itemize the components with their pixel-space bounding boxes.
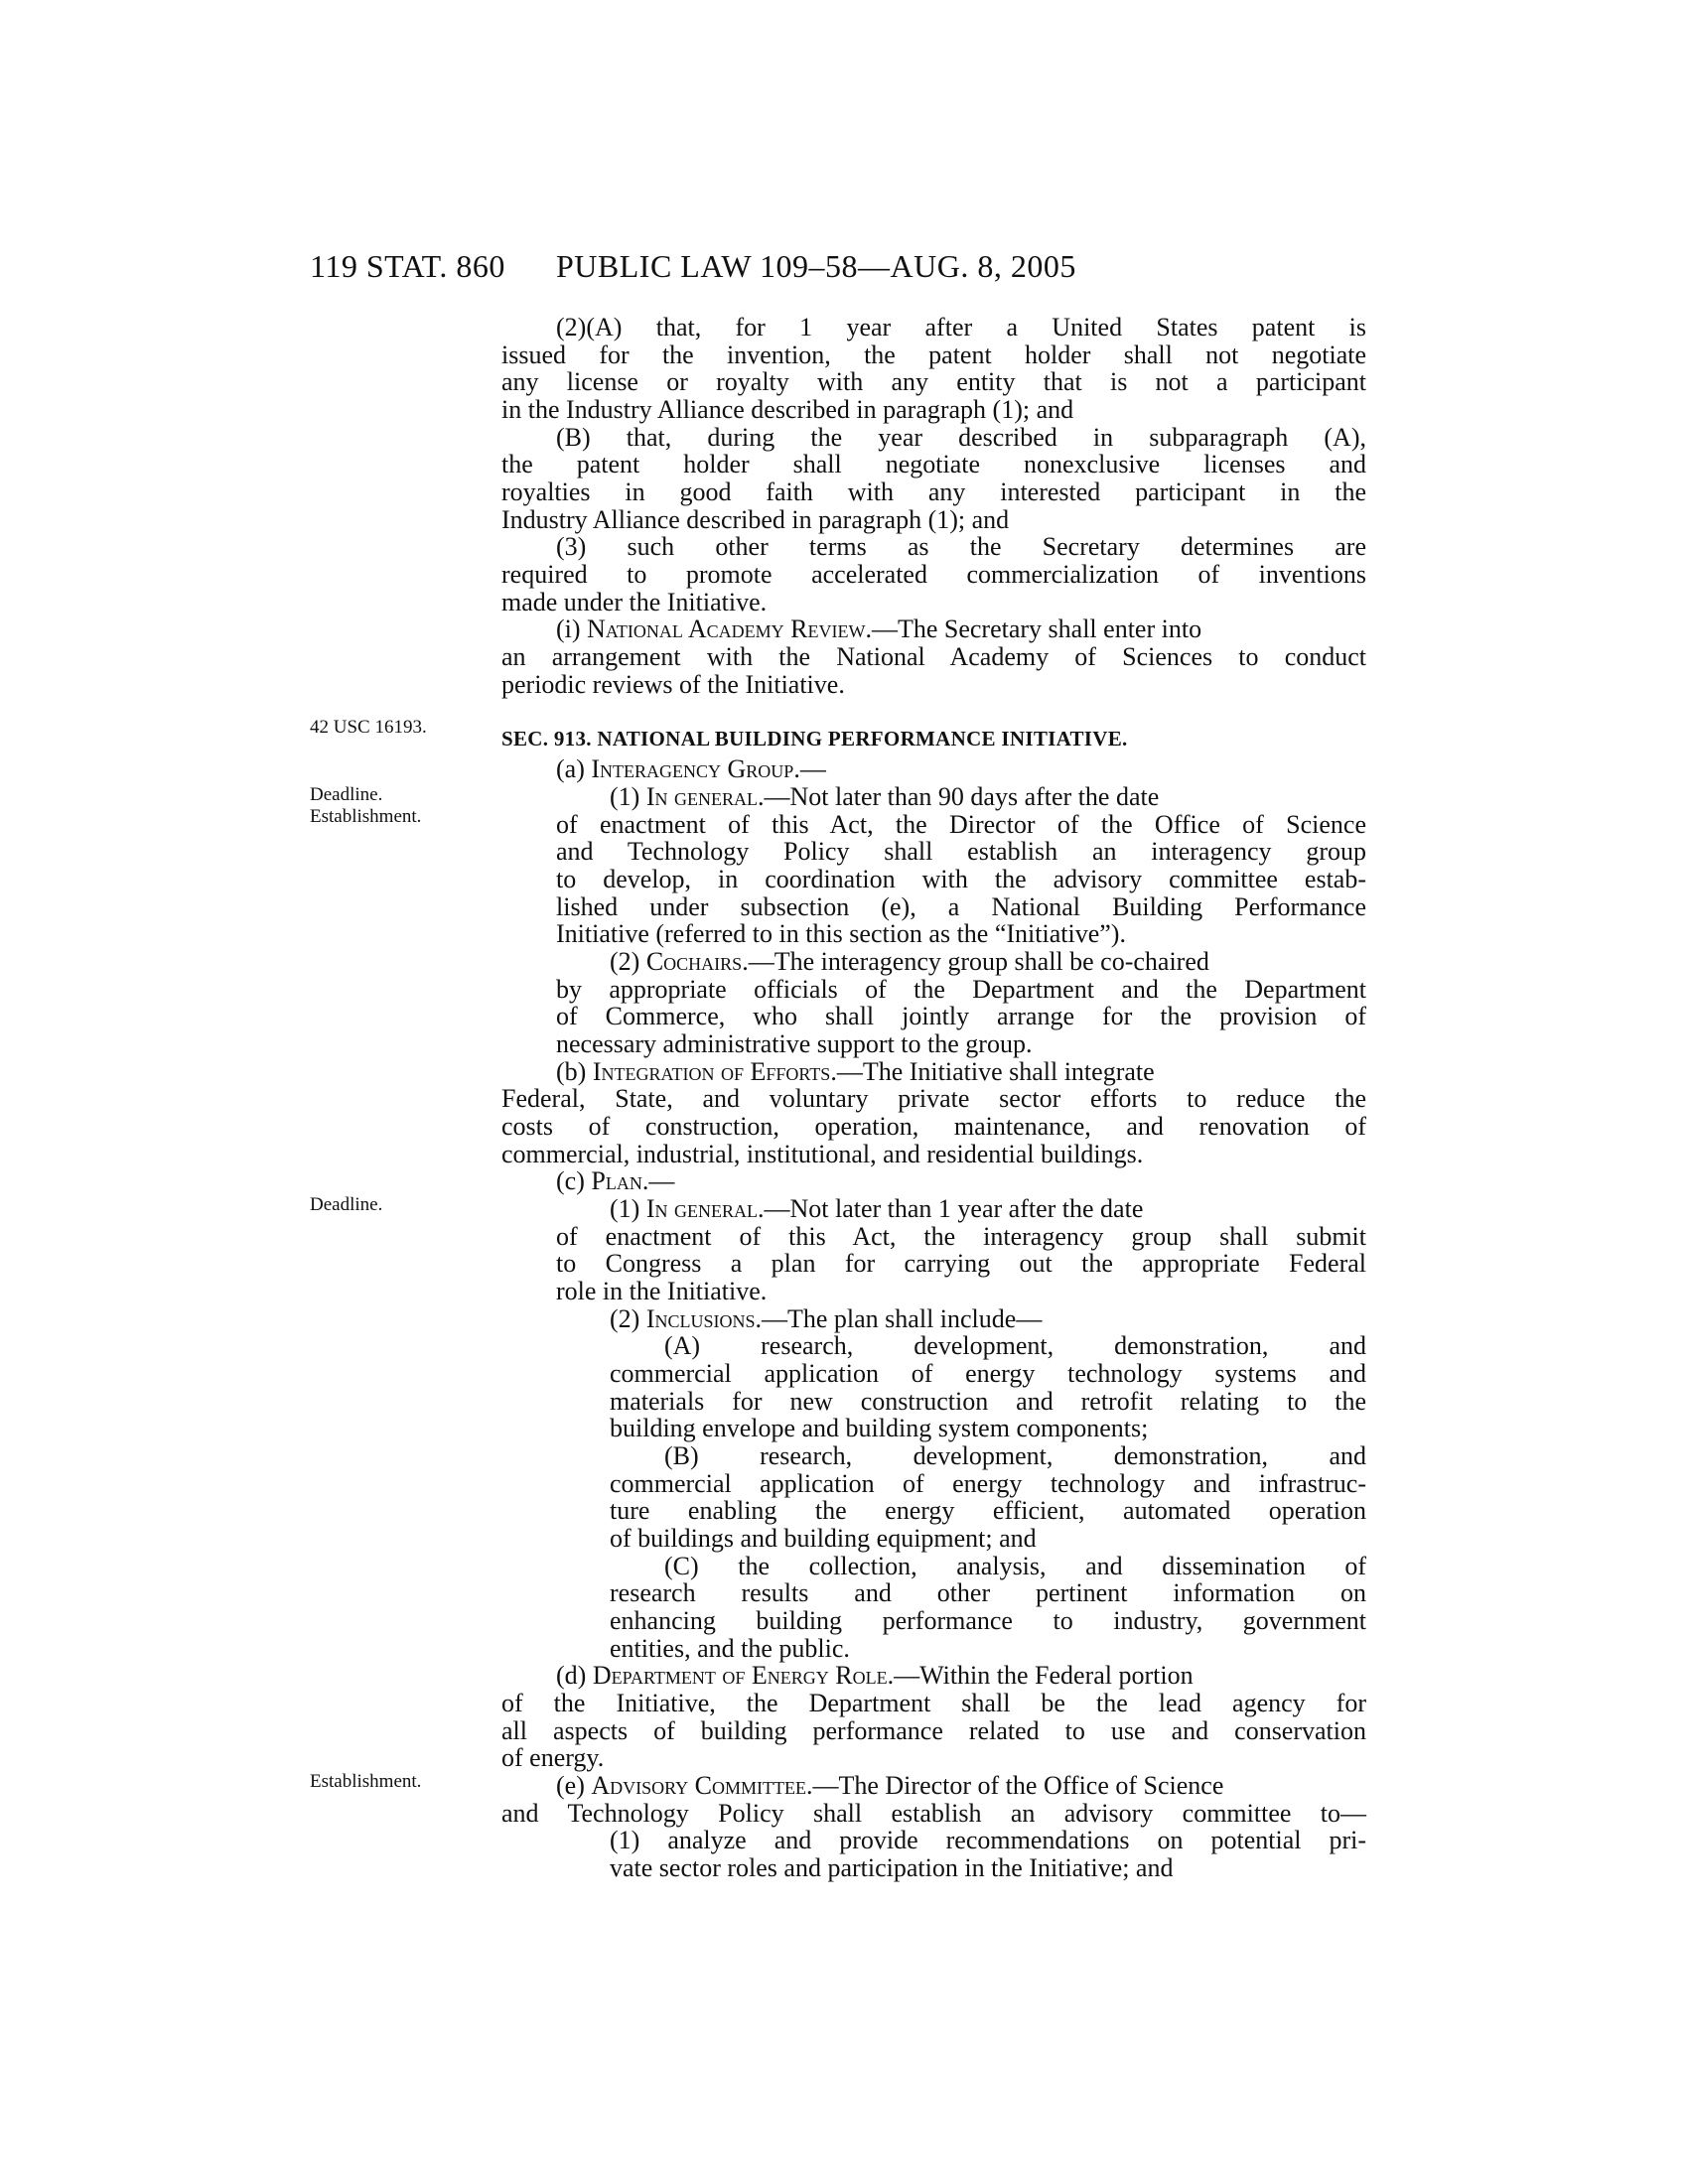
text-line: costs of construction, operation, maintenance, and renovation of [501,1112,1366,1141]
text-line: periodic reviews of the Initiative. [501,670,845,699]
subsection-title: National Academy Review [587,614,866,643]
text-line: of energy. [501,1743,605,1772]
paragraph-title: Inclusions [645,1304,756,1333]
text-line: materials for new construction and retrofit relating to the [610,1387,1366,1416]
text-line: the patent holder shall negotiate nonexclusive licenses and [501,450,1366,478]
subsection-heading-line: (d) Department of Energy Role.—Within the Federal portion [556,1661,1194,1690]
text-line: research results and other pertinent information on [610,1578,1366,1607]
text-line: Federal, State, and voluntary private sector efforts to reduce the [501,1084,1366,1113]
margin-note-establishment: Establishment. [310,806,422,827]
margin-note-deadline: Deadline. [310,1194,383,1215]
text-line: ture enabling the energy efficient, automated operation [610,1496,1366,1525]
paragraph-title: In general [645,782,758,811]
text-line: vate sector roles and participation in the Initiative; and [610,1853,1174,1882]
text-line: of enactment of this Act, the Director of the Office of Science [556,810,1366,839]
paragraph-title: In general [645,1194,758,1223]
text-line: all aspects of building performance related to use and conservation [501,1716,1366,1745]
text-line: in the Industry Alliance described in paragraph (1); and [501,395,1074,424]
text-line: commercial application of energy technology systems and [610,1359,1366,1388]
text-line: by appropriate officials of the Department and the Department [556,975,1366,1004]
text-line: any license or royalty with any entity that is not a participant [501,367,1366,396]
text-line: required to promote accelerated commercialization of inventions [501,560,1366,589]
text-line: and Technology Policy shall establish an advisory committee to— [501,1799,1366,1828]
paragraph-heading-line: (2) Cochairs.—The interagency group shall be co-chaired [610,947,1209,976]
text-line: role in the Initiative. [556,1277,768,1305]
text-line: (2)(A) that, for 1 year after a United States patent is [556,313,1366,341]
text-line: Initiative (referred to in this section as the “Initiative”). [556,919,1126,948]
text-line: (B) research, development, demonstration, and [664,1441,1366,1470]
text-line: to Congress a plan for carrying out the appropriate Federal [556,1249,1366,1278]
running-title: PUBLIC LAW 109–58—AUG. 8, 2005 [556,248,1076,284]
subsection-title: Plan [591,1166,642,1195]
paragraph-title: Cochairs [645,947,743,976]
text-line: (C) the collection, analysis, and dissemination of [664,1552,1366,1580]
paragraph-heading-line: (1) In general.—Not later than 90 days after the date [610,782,1160,811]
subsection-title: Interagency Group [591,754,794,783]
text-line: issued for the invention, the patent holder shall not negotiate [501,341,1366,369]
subsection-heading-line: (c) Plan.— [556,1166,675,1195]
text-line: to develop, in coordination with the advisory committee estab- [556,865,1366,893]
text-line: (A) research, development, demonstration, and [664,1331,1366,1360]
text-line: of Commerce, who shall jointly arrange for the provision of [556,1002,1366,1030]
text-line: of buildings and building equipment; and [610,1524,1037,1553]
text-line: made under the Initiative. [501,588,768,616]
paragraph-heading-line: (2) Inclusions.—The plan shall include— [610,1304,1043,1333]
text-line: of the Initiative, the Department shall be the lead agency for [501,1689,1366,1717]
text-line: (3) such other terms as the Secretary determines are [556,532,1366,561]
subsection-title: Integration of Efforts [592,1057,831,1086]
subsection-title: Department of Energy Role [592,1661,888,1690]
text-line: lished under subsection (e), a National Building Performance [556,892,1366,921]
subsection-heading-line: (b) Integration of Efforts.—The Initiative shall integrate [556,1057,1155,1086]
margin-note-deadline: Deadline. [310,784,383,805]
subsection-title: Advisory Committee [591,1771,806,1800]
text-line: (B) that, during the year described in subparagraph (A), [556,423,1366,452]
subsection-heading-line: (a) Interagency Group.— [556,754,826,783]
text-line: commercial application of energy technology and infrastruc- [610,1469,1366,1498]
subsection-heading-line: (e) Advisory Committee.—The Director of the Office of Science [556,1771,1224,1800]
text-line: an arrangement with the National Academy of Sciences to conduct [501,642,1366,671]
text-line: of enactment of this Act, the interagency group shall submit [556,1222,1366,1251]
text-line: commercial, industrial, institutional, and residential buildings. [501,1140,1144,1168]
text-line: royalties in good faith with any interested participant in the [501,478,1366,506]
text-line: enhancing building performance to industry, government [610,1606,1366,1635]
section-heading: SEC. 913. NATIONAL BUILDING PERFORMANCE INITIATIVE. [501,727,1128,751]
text-line: (1) analyze and provide recommendations on potential pri- [610,1826,1366,1854]
text-line: entities, and the public. [610,1634,850,1663]
subsection-heading-line: (i) National Academy Review.—The Secretary shall enter into [556,614,1202,643]
margin-note-establishment: Establishment. [310,1771,422,1792]
paragraph-heading-line: (1) In general.—Not later than 1 year after the date [610,1194,1144,1223]
text-line: necessary administrative support to the group. [556,1029,1033,1058]
text-line: Industry Alliance described in paragraph (1); and [501,505,1010,534]
statute-page-number: 119 STAT. 860 [310,248,505,284]
text-line: building envelope and building system components; [610,1414,1149,1442]
text-line: and Technology Policy shall establish an interagency group [556,837,1366,866]
margin-note-usc: 42 USC 16193. [310,717,427,738]
